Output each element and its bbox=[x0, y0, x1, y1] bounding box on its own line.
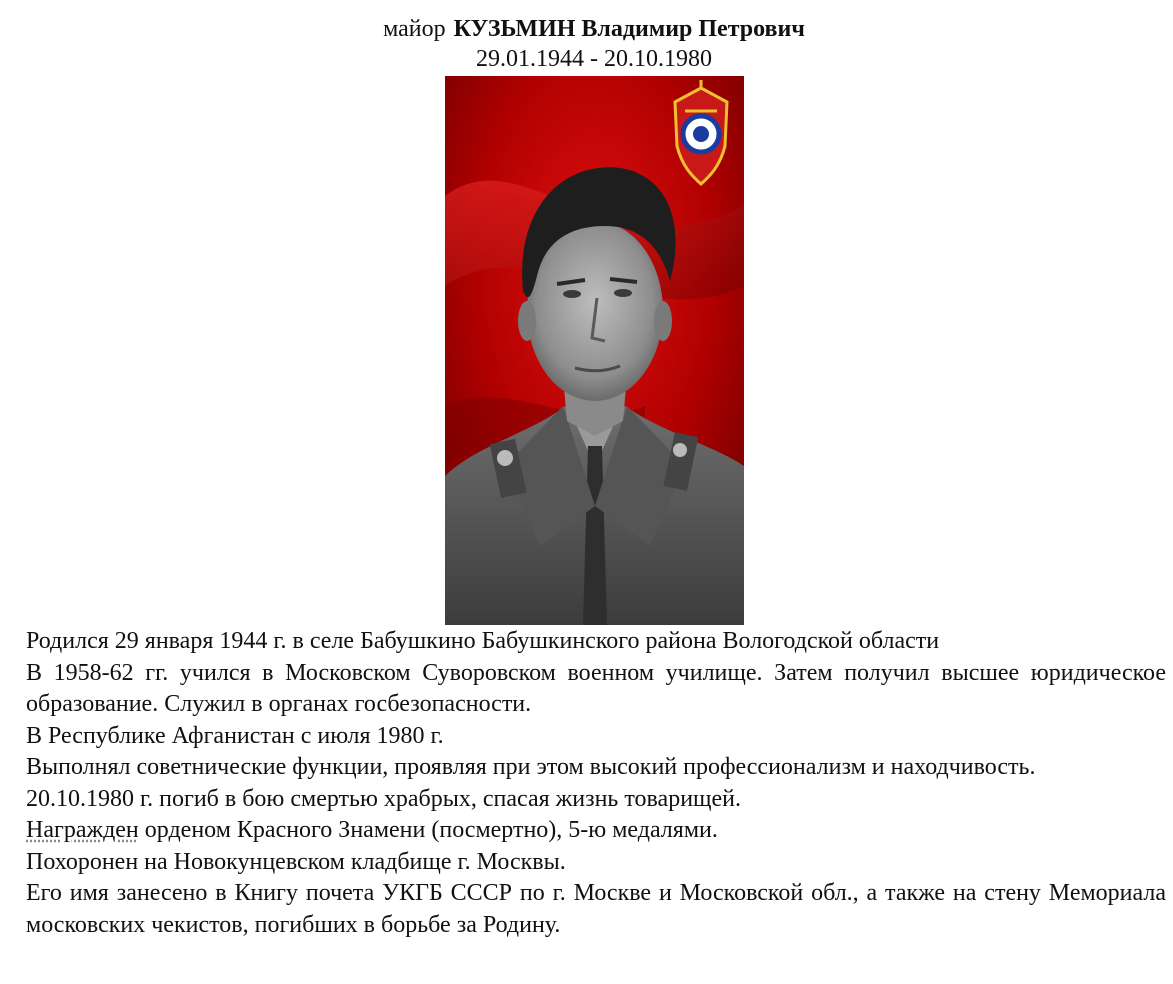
bio-duties: Выполнял советнические функции, проявляя при этом высокий профессионализм и находчивость. bbox=[26, 754, 1036, 780]
page-title bbox=[0, 14, 1173, 44]
bio-memorial: Его имя занесено в Книгу почета УКГБ СССР по г. Москве и Московской обл., а также на стену Мемориала московских чекистов, погибших в борьбе за Родину. bbox=[26, 880, 1166, 938]
bio-burial: Похоронен на Новокунцевском кладбище г. Москвы. bbox=[26, 848, 566, 875]
bio-awards-word: Награжден bbox=[26, 817, 139, 843]
bio-death: 20.10.1980 г. погиб в бою смертью храбрых, спасая жизнь товарищей. bbox=[26, 785, 742, 812]
person-name: КУЗЬМИН Владимир Петрович bbox=[453, 16, 805, 42]
bio-awards bbox=[26, 815, 1166, 847]
life-dates: 29.01.1944 - 20.10.1980 bbox=[476, 46, 712, 72]
bio-afghanistan: В Республике Афганистан с июля 1980 г. bbox=[26, 722, 444, 749]
bio-birth: Родился 29 января 1944 г. в селе Бабушкино Бабушкинского района Вологодской области bbox=[26, 628, 940, 654]
rank-label: майор bbox=[383, 16, 446, 42]
bio-education: В 1958-62 гг. учился в Московском Суворовском военном училище. Затем получил высшее юридическое образование. Служил в органах госбезопасности. bbox=[26, 659, 1166, 717]
biography bbox=[26, 626, 1166, 941]
portrait-photo bbox=[445, 76, 744, 625]
bio-awards-rest: орденом Красного Знамени (посмертно), 5-ю медалями. bbox=[138, 817, 718, 843]
